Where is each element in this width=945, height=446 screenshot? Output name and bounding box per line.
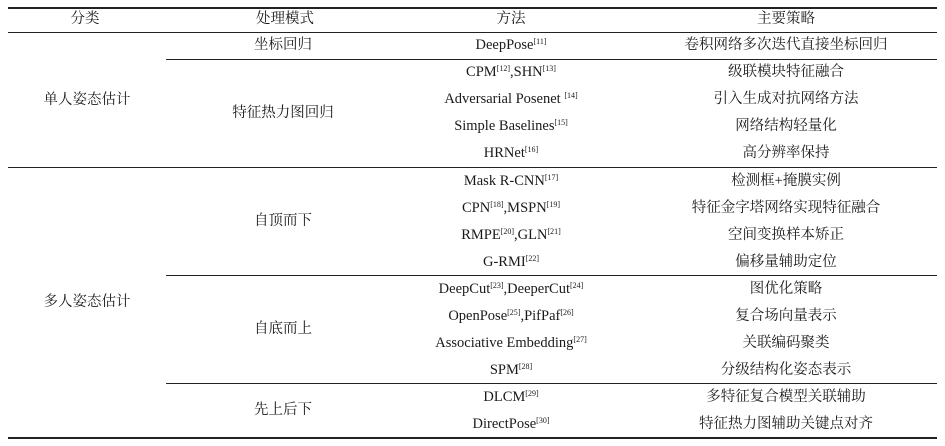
citation-ref: [19] [546, 200, 560, 209]
method-name: DLCM [483, 389, 526, 405]
method-name: ,SHN [510, 64, 543, 80]
method-name: DirectPose [472, 416, 537, 432]
method-cell [461, 226, 561, 244]
method-name: HRNet [483, 145, 525, 161]
category-multi-person: 多人姿态估计 [43, 294, 131, 310]
method-name: Associative Embedding [435, 335, 574, 351]
method-name: Adversarial Posenet [444, 91, 565, 107]
mode-top-down: 自顶而下 [254, 213, 312, 229]
method-cell [490, 361, 532, 379]
strategy-cell: 分级结构化姿态表示 [720, 362, 852, 378]
strategy-cell: 级联模块特征融合 [728, 64, 844, 80]
method-cell [454, 117, 568, 135]
citation-ref: [28] [518, 362, 533, 371]
method-name: ,GLN [514, 227, 548, 243]
method-cell [462, 199, 560, 217]
rule-topdown-bottomup [166, 275, 937, 276]
header-method: 方法 [496, 11, 526, 27]
method-cell [444, 90, 577, 108]
rule-mode-coord [166, 59, 937, 60]
method-cell [439, 280, 584, 298]
mode-heatmap-regression: 特征热力图回归 [232, 105, 334, 121]
method-cell [473, 415, 550, 433]
citation-ref: [23] [490, 281, 504, 290]
method-cell [466, 63, 556, 81]
strategy-cell: 复合场向量表示 [735, 308, 837, 324]
strategy-cell: 特征热力图辅助关键点对齐 [699, 416, 873, 432]
citation-ref: [25] [507, 308, 521, 317]
strategy-cell: 空间变换样本矫正 [728, 227, 844, 243]
method-cell [483, 253, 539, 271]
strategy-cell: 关联编码聚类 [742, 335, 830, 351]
strategy-cell: 高分辨率保持 [742, 145, 830, 161]
citation-ref: [11] [533, 37, 547, 46]
mode-bottom-up: 自底而上 [254, 321, 312, 337]
citation-ref: [17] [544, 173, 559, 182]
strategy-cell: 多特征复合模型关联辅助 [706, 389, 866, 405]
method-name: CPN [462, 200, 491, 216]
strategy-cell: 特征金字塔网络实现特征融合 [691, 200, 881, 216]
method-name: DeepCut [438, 281, 491, 297]
citation-ref: [12] [496, 64, 510, 73]
rule-bottomup-hybrid [166, 383, 937, 384]
strategy-cell: 网络结构轻量化 [735, 118, 837, 134]
method-name: G-RMI [482, 254, 526, 270]
method-cell [435, 334, 586, 352]
method-cell [475, 36, 546, 54]
method-name: OpenPose [448, 308, 508, 324]
strategy-cell: 引入生成对抗网络方法 [713, 91, 859, 107]
citation-ref: [24] [569, 281, 584, 290]
citation-ref: [18] [490, 200, 504, 209]
method-cell [448, 307, 573, 325]
header-category: 分类 [70, 11, 100, 27]
rule-single-multi [8, 167, 937, 168]
category-single-person: 单人姿态估计 [43, 92, 131, 108]
table-bottom-rule [8, 437, 937, 439]
method-cell [484, 144, 538, 162]
mode-hybrid: 先上后下 [254, 402, 312, 418]
citation-ref: [13] [542, 64, 556, 73]
strategy-cell: 偏移量辅助定位 [735, 254, 837, 270]
table-top-rule [8, 7, 937, 9]
method-name: ,DeeperCut [503, 281, 570, 297]
method-name: SPM [489, 362, 519, 378]
citation-ref: [20] [500, 227, 515, 236]
citation-ref: [15] [554, 118, 568, 127]
method-name: ,PifPaf [520, 308, 561, 324]
method-cell [464, 172, 558, 190]
method-name: Mask R-CNN [463, 173, 545, 189]
method-name: ,MSPN [503, 200, 547, 216]
citation-ref: [22] [525, 254, 540, 263]
method-name: Simple Baselines [454, 118, 555, 134]
citation-ref: [21] [547, 227, 561, 236]
citation-ref: [30] [536, 416, 550, 425]
strategy-cell: 卷积网络多次迭代直接坐标回归 [684, 37, 888, 53]
header-bottom-rule [8, 32, 937, 33]
mode-coordinate-regression: 坐标回归 [254, 37, 312, 53]
citation-ref: [27] [573, 335, 587, 344]
citation-ref: [26] [560, 308, 574, 317]
header-mode: 处理模式 [256, 11, 314, 27]
method-name: DeepPose [475, 37, 534, 53]
strategy-cell: 图优化策略 [749, 281, 823, 297]
method-name: CPM [466, 64, 497, 80]
citation-ref: [29] [525, 389, 539, 398]
method-name: RMPE [461, 227, 501, 243]
method-cell [483, 388, 538, 406]
citation-ref: [16] [524, 145, 539, 154]
strategy-cell: 检测框+掩膜实例 [731, 173, 841, 189]
citation-ref: [14] [564, 91, 578, 100]
header-strategy: 主要策略 [757, 11, 815, 27]
